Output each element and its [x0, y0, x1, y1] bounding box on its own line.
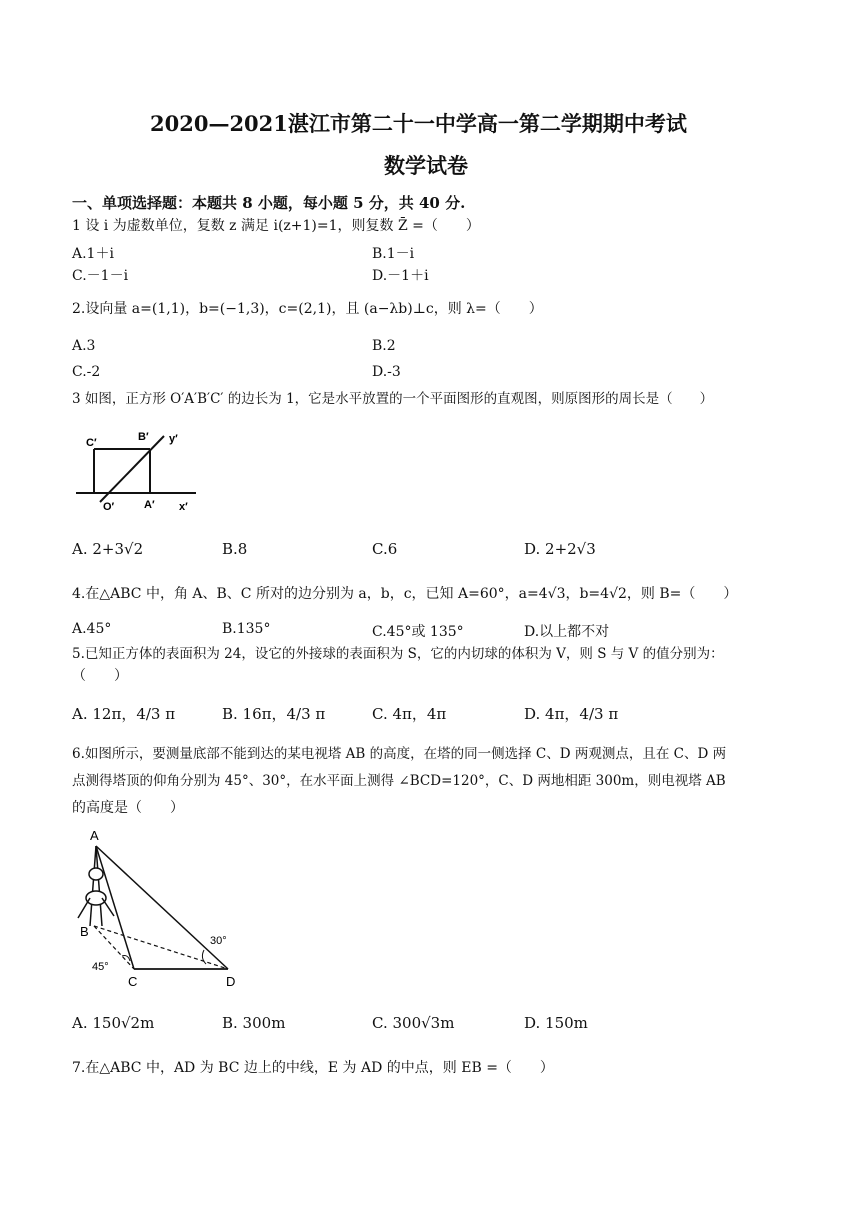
question-5-option-b: B. 16π，4/3 π [222, 705, 326, 723]
figure-label-x: x′ [179, 501, 188, 513]
question-5-option-a: A. 12π，4/3 π [72, 705, 176, 723]
question-2-option-c: C.-2 [72, 364, 101, 380]
question-3-option-b: B.8 [222, 540, 248, 558]
question-6-stem-line-1: 6.如图所示，要测量底部不能到达的某电视塔 AB 的高度，在塔的同一侧选择 C、D 两观测点，且在 C、D 两 [72, 746, 727, 762]
question-1-stem [72, 217, 480, 235]
figure-label-30: 30° [210, 935, 227, 947]
question-2-option-b: B.2 [372, 338, 396, 354]
question-5-option-c: C. 4π，4π [372, 705, 447, 723]
question-4-stem: 4.在△ABC 中，角 A、B、C 所对的边分别为 a，b，c，已知 A=60°，a=4√3，b=4√2，则 B=（ ） [72, 586, 738, 602]
page-title: 2020—2021湛江市第二十一中学高一第二学期期中考试 [150, 111, 687, 136]
question-6-figure [76, 826, 246, 991]
question-1-option-d: D.－1＋i [372, 268, 429, 284]
figure-label-a: A′ [144, 499, 155, 511]
question-3-figure [72, 424, 202, 516]
question-6-option-b: B. 300m [222, 1014, 286, 1032]
question-3-option-a: A. 2+3√2 [72, 540, 144, 558]
question-3-option-d: D. 2+2√3 [524, 540, 596, 558]
figure-label-d: D [226, 974, 236, 989]
question-7-stem: 7.在△ABC 中，AD 为 BC 边上的中线，E 为 AD 的中点，则 EB =（ ） [72, 1060, 554, 1076]
question-6-option-c: C. 300√3m [372, 1014, 455, 1032]
question-6-option-d: D. 150m [524, 1014, 588, 1032]
section-header: 一、单项选择题：本题共 8 小题，每小题 5 分，共 40 分. [72, 194, 466, 212]
question-2-option-d: D.-3 [372, 364, 401, 380]
question-4-option-b: B.135° [222, 621, 271, 637]
question-3-option-c: C.6 [372, 540, 398, 558]
question-6-stem-line-2: 点测得塔顶的仰角分别为 45°、30°，在水平面上测得 ∠BCD=120°，C、D 两地相距 300m，则电视塔 AB [72, 773, 726, 789]
figure-label-c: C′ [86, 437, 97, 449]
question-1-option-a: A.1＋i [72, 246, 114, 262]
question-3-stem: 3 如图，正方形 O′A′B′C′ 的边长为 1，它是水平放置的一个平面图形的直观图，则原图形的周长是（ ） [72, 391, 714, 407]
figure-label-o: O′ [103, 501, 115, 513]
question-4-option-c: C.45°或 135° [372, 624, 464, 640]
figure-label-y: y′ [169, 433, 178, 445]
question-1-option-c: C.－1－i [72, 268, 129, 284]
question-2-stem: 2.设向量 a=(1,1)，b=(−1,3)，c=(2,1)，且 (a−λb)⊥c，则 λ=（ ） [72, 301, 543, 317]
question-4-option-d: D.以上都不对 [524, 624, 610, 640]
figure-label-b: B′ [138, 431, 149, 443]
question-1-option-b: B.1－i [372, 246, 415, 262]
question-5-stem-line-2: （ ） [72, 668, 128, 684]
figure-label-b: B [80, 924, 89, 939]
question-5-stem-line-1: 5.已知正方体的表面积为 24，设它的外接球的表面积为 S，它的内切球的体积为 V，则 S 与 V 的值分别为： [72, 646, 724, 662]
question-5-option-d: D. 4π，4/3 π [524, 705, 619, 723]
page-subtitle: 数学试卷 [384, 153, 468, 178]
question-6-stem-line-3: 的高度是（ ） [72, 800, 184, 816]
figure-label-45: 45° [92, 961, 109, 973]
question-4-option-a: A.45° [72, 621, 112, 637]
question-1-text: 1 设 i 为虚数单位，复数 z 满足 i(z+1)=1，则复数 Z̄ =（ ） [72, 218, 480, 234]
figure-label-c: C [128, 974, 138, 989]
question-2-option-a: A.3 [72, 338, 96, 354]
figure-label-a: A [90, 828, 99, 843]
question-6-option-a: A. 150√2m [72, 1014, 155, 1032]
